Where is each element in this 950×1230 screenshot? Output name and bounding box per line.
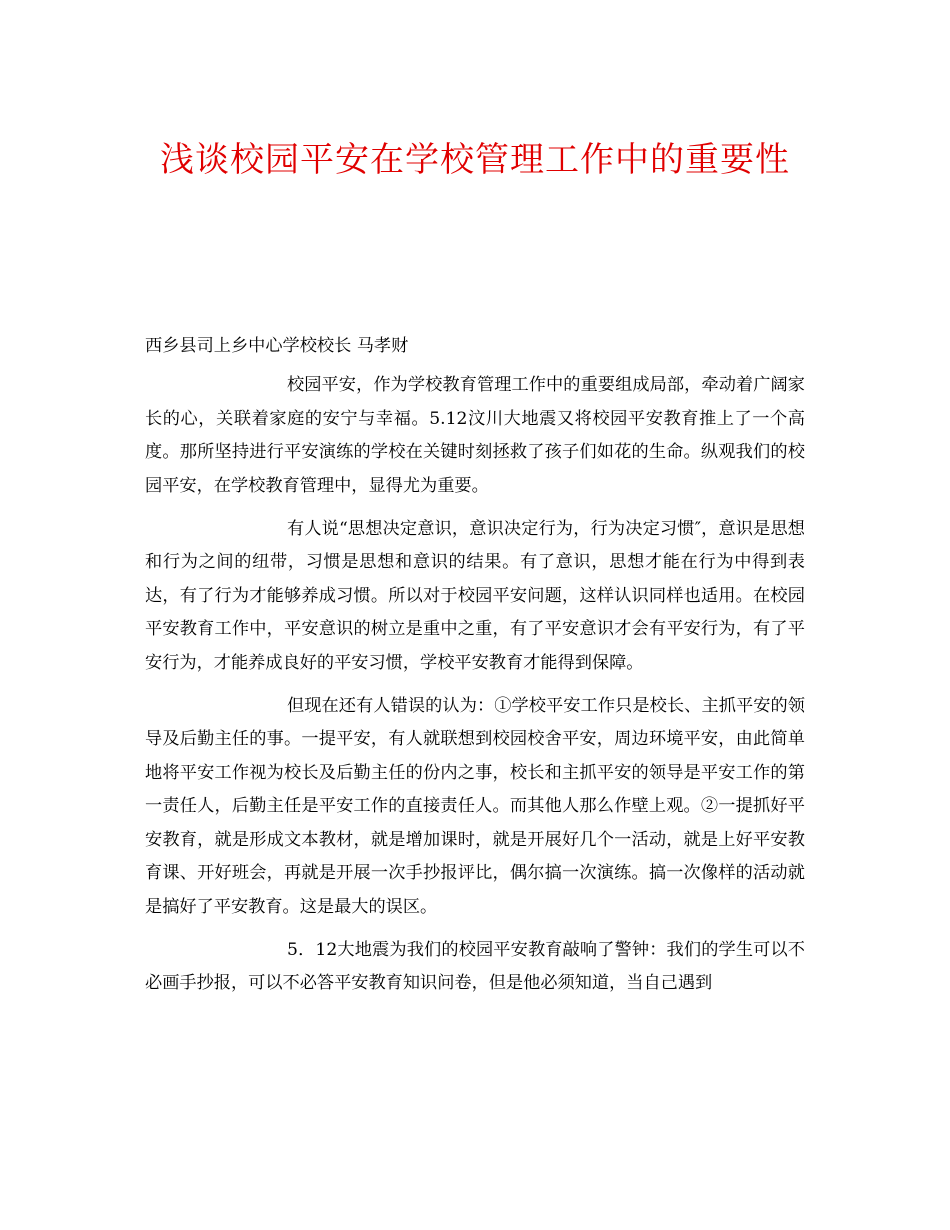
paragraph-2: 有人说“思想决定意识，意识决定行为，行为决定习惯″，意识是思想和行为之间的纽带，习惯是思想和意识的结果。有了意识，思想才能在行为中得到表达，有了行为才能够养成习惯。所以对于校园平安问题，这样认识同样也适用。在校园平安教育工作中，平安意识的树立是重中之重，有了平安意识才会有平安行为，有了平安行为，才能养成良好的平安习惯，学校平安教育才能得到保障。: [145, 519, 805, 673]
paragraph-3: 但现在还有人错误的认为：①学校平安工作只是校长、主抓平安的领导及后勤主任的事。一提平安，有人就联想到校园校舍平安，周边环境平安，由此简单地将平安工作视为校长及后勤主任的份内之事，校长和主抓平安的领导是平安工作的第一责任人，后勤主任是平安工作的直接责任人。而其他人那么作壁上观。②一提抓好平安教育，就是形成文本教材，就是增加课时，就是开展好几个一活动，就是上好平安教育课、开好班会，再就是开展一次手抄报评比，偶尔搞一次演练。搞一次像样的活动就是搞好了平安教育。这是最大的误区。: [145, 696, 805, 917]
author-line: 西乡县司上乡中心学校校长 马孝财: [145, 336, 409, 356]
paragraph-1: 校园平安，作为学校教育管理工作中的重要组成局部，牵动着广阔家长的心，关联着家庭的安宁与幸福。5.12汶川大地震又将校园平安教育推上了一个高度。那所坚持进行平安演练的学校在关键时刻拯救了孩子们如花的生命。纵观我们的校园平安，在学校教育管理中，显得尤为重要。: [145, 375, 805, 496]
document-body: [145, 330, 805, 1011]
page-title: 浅谈校园平安在学校管理工作中的重要性: [160, 140, 790, 180]
paragraph-4: 5．12大地震为我们的校园平安教育敲响了警钟：我们的学生可以不必画手抄报，可以不必答平安教育知识问卷，但是他必须知道，当自己遇到: [145, 939, 805, 994]
